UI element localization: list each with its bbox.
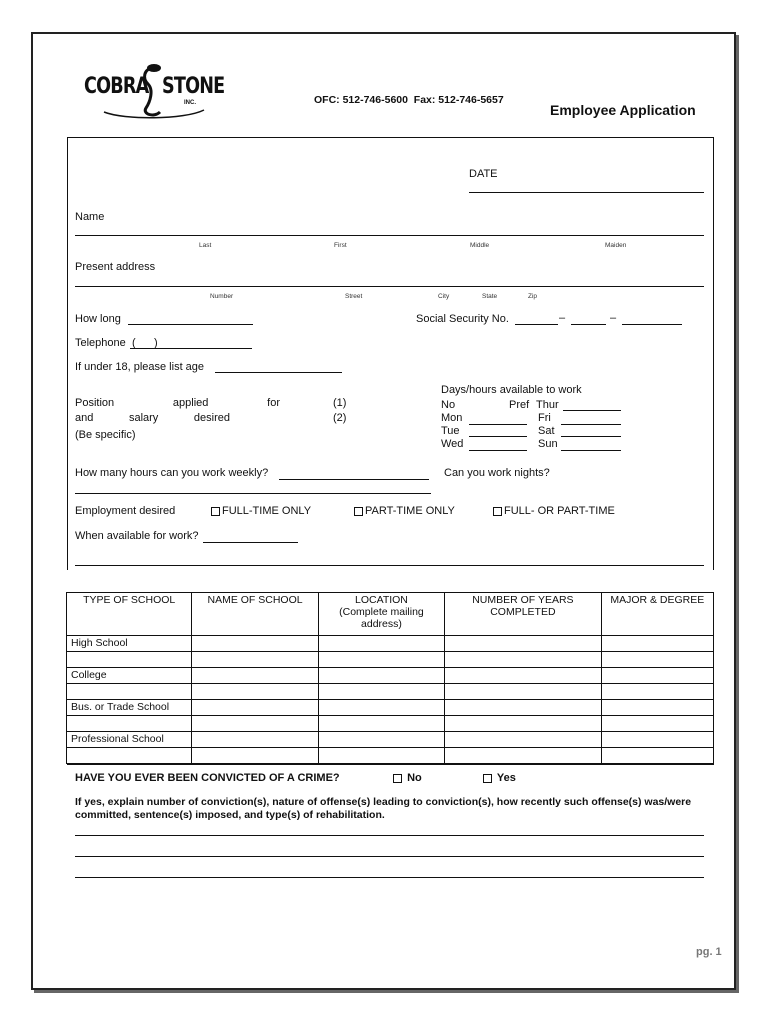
date-label: DATE — [469, 168, 498, 180]
crime-divider — [67, 764, 714, 765]
position-line-3: (Be specific) — [75, 429, 136, 441]
school-type-cell: Professional School — [67, 732, 192, 748]
day-fri-field[interactable] — [561, 424, 621, 425]
addr-sub-number: Number — [210, 293, 234, 300]
school-location-cell[interactable] — [318, 668, 444, 684]
crime-no-label: No — [407, 772, 422, 784]
page-title: Employee Application — [550, 102, 696, 118]
position-line-2 — [75, 412, 230, 424]
date-field[interactable] — [469, 192, 704, 193]
day-thur: Thur — [536, 399, 559, 411]
day-wed-field[interactable] — [469, 450, 527, 451]
ssn-label: Social Security No. — [416, 313, 509, 325]
school-years-cell[interactable] — [445, 700, 601, 716]
name-sub-last: Last — [199, 242, 212, 249]
school-years-cell[interactable] — [445, 716, 601, 732]
school-name-cell[interactable] — [192, 732, 318, 748]
day-tue: Tue — [441, 425, 460, 437]
hours-weekly-label: How many hours can you work weekly? — [75, 467, 269, 479]
table-row[interactable] — [67, 652, 714, 668]
school-name-cell[interactable] — [192, 652, 318, 668]
school-years-cell[interactable] — [445, 684, 601, 700]
col-location-sub: (Complete mailing address) — [339, 606, 424, 630]
employment-label: Employment desired — [75, 505, 176, 517]
table-row[interactable] — [67, 636, 714, 652]
school-type-cell — [67, 748, 192, 764]
school-major-cell[interactable] — [601, 700, 713, 716]
day-sat-field[interactable] — [561, 436, 621, 437]
crime-answer-line-2[interactable] — [75, 856, 704, 857]
col-years-completed: NUMBER OF YEARS COMPLETED — [445, 593, 601, 636]
address-field[interactable] — [75, 286, 704, 287]
day-sun-field[interactable] — [561, 450, 621, 451]
ssn-dash-2: – — [610, 312, 617, 324]
position-choice-1[interactable]: (1) — [333, 397, 347, 409]
ssn-field-2[interactable] — [571, 324, 606, 325]
school-major-cell[interactable] — [601, 684, 713, 700]
emp-option-part-label: PART-TIME ONLY — [365, 505, 455, 517]
telephone-paren: ( ) — [132, 337, 158, 349]
school-major-cell[interactable] — [601, 748, 713, 764]
crime-explain-text: If yes, explain number of conviction(s), nature of offense(s) leading to conviction(s), how recently such offense(s) was/were committed, sentence(s) imposed, and type(s) of rehabilitation. — [75, 796, 692, 821]
school-type-cell: High School — [67, 636, 192, 652]
logo-left-text: COBRA — [84, 74, 149, 99]
school-years-cell[interactable] — [445, 748, 601, 764]
logo-inc-text: INC. — [184, 100, 196, 106]
nights-label: Can you work nights? — [444, 467, 550, 479]
checkbox-crime-yes[interactable] — [483, 774, 492, 783]
ssn-field-1[interactable] — [515, 324, 558, 325]
col-type-of-school: TYPE OF SCHOOL — [67, 593, 192, 636]
ssn-dash-1: – — [559, 312, 566, 324]
school-location-cell[interactable] — [318, 700, 444, 716]
company-logo — [84, 62, 224, 122]
day-mon-field[interactable] — [469, 424, 527, 425]
address-label: Present address — [75, 261, 156, 273]
position-word-1: Position — [75, 397, 115, 409]
school-name-cell[interactable] — [192, 668, 318, 684]
col-major-degree: MAJOR & DEGREE — [601, 593, 713, 636]
school-years-cell[interactable] — [445, 636, 601, 652]
logo-right-text: STONE — [162, 74, 225, 99]
school-years-cell[interactable] — [445, 668, 601, 684]
checkbox-part-time[interactable] — [354, 507, 363, 516]
salary-word-2: salary — [128, 412, 159, 424]
col-location — [318, 593, 444, 636]
day-thur-field[interactable] — [563, 410, 621, 411]
school-major-cell[interactable] — [601, 636, 713, 652]
crime-answer-line-3[interactable] — [75, 877, 704, 878]
emp-option-part[interactable] — [354, 505, 455, 517]
under18-field[interactable] — [215, 372, 342, 373]
school-location-cell[interactable] — [318, 732, 444, 748]
addr-sub-city: City — [438, 293, 450, 300]
position-word-3: for — [267, 397, 280, 409]
school-table — [66, 592, 714, 764]
school-name-cell[interactable] — [192, 684, 318, 700]
col-location-title: LOCATION — [355, 594, 408, 606]
school-major-cell[interactable] — [601, 732, 713, 748]
checkbox-crime-no[interactable] — [393, 774, 402, 783]
addr-sub-state: State — [482, 293, 498, 300]
table-row[interactable] — [67, 732, 714, 748]
school-header-row — [67, 593, 714, 636]
school-location-cell[interactable] — [318, 636, 444, 652]
day-sat: Sat — [538, 425, 555, 437]
table-row[interactable] — [67, 748, 714, 764]
day-wed: Wed — [441, 438, 464, 450]
school-major-cell[interactable] — [601, 652, 713, 668]
table-row[interactable] — [67, 700, 714, 716]
checkbox-full-time[interactable] — [211, 507, 220, 516]
school-major-cell[interactable] — [601, 668, 713, 684]
school-major-cell[interactable] — [601, 716, 713, 732]
day-tue-field[interactable] — [469, 436, 527, 437]
school-type-cell — [67, 652, 192, 668]
days-title: Days/hours available to work — [441, 384, 582, 396]
emp-option-full-label: FULL-TIME ONLY — [222, 505, 312, 517]
school-location-cell[interactable] — [318, 716, 444, 732]
crime-answer-line-1[interactable] — [75, 835, 704, 836]
addr-sub-street: Street — [345, 293, 363, 300]
school-type-cell — [67, 716, 192, 732]
school-years-cell[interactable] — [445, 732, 601, 748]
day-fri: Fri — [538, 412, 551, 424]
col-name-of-school: NAME OF SCHOOL — [192, 593, 318, 636]
salary-word-3: desired — [193, 412, 230, 424]
day-mon: Mon — [441, 412, 463, 424]
position-word-2: applied — [172, 397, 209, 409]
table-row[interactable] — [67, 716, 714, 732]
salary-word-1: and — [75, 412, 94, 424]
school-location-cell[interactable] — [318, 748, 444, 764]
name-field[interactable] — [75, 235, 704, 236]
how-long-field[interactable] — [128, 324, 253, 325]
table-row[interactable] — [67, 668, 714, 684]
day-sun: Sun — [538, 438, 558, 450]
form-box-bottom — [75, 565, 704, 566]
checkbox-full-or-part[interactable] — [493, 507, 502, 516]
position-choice-2[interactable]: (2) — [333, 412, 347, 424]
name-label: Name — [75, 211, 105, 223]
telephone-field[interactable] — [130, 348, 252, 349]
name-sub-first: First — [334, 242, 347, 249]
hours-weekly-field-2[interactable] — [75, 493, 431, 494]
days-no: No — [441, 399, 456, 411]
school-type-cell — [67, 684, 192, 700]
how-long-label: How long — [75, 313, 121, 325]
school-location-cell[interactable] — [318, 652, 444, 668]
emp-option-either[interactable] — [493, 505, 615, 517]
school-name-cell[interactable] — [192, 636, 318, 652]
days-pref: Pref — [509, 399, 530, 411]
page-number: pg. 1 — [696, 946, 722, 958]
addr-sub-zip: Zip — [528, 293, 538, 300]
school-name-cell[interactable] — [192, 716, 318, 732]
school-years-cell[interactable] — [445, 652, 601, 668]
name-sub-middle: Middle — [470, 242, 490, 249]
emp-option-full[interactable] — [211, 505, 311, 517]
hours-weekly-field[interactable] — [279, 479, 429, 480]
school-type-cell: College — [67, 668, 192, 684]
crime-yes-option[interactable] — [483, 772, 516, 784]
crime-yes-label: Yes — [496, 772, 516, 784]
emp-option-either-label: FULL- OR PART-TIME — [504, 505, 615, 517]
school-type-cell: Bus. or Trade School — [67, 700, 192, 716]
school-location-cell[interactable] — [318, 684, 444, 700]
name-sub-maiden: Maiden — [605, 242, 627, 249]
when-available-label: When available for work? — [75, 530, 199, 542]
school-name-cell[interactable] — [192, 700, 318, 716]
position-line-1 — [75, 397, 280, 409]
crime-question: HAVE YOU EVER BEEN CONVICTED OF A CRIME? — [75, 772, 340, 784]
under18-label: If under 18, please list age — [75, 361, 205, 373]
crime-no-option[interactable] — [393, 772, 422, 784]
ssn-field-3[interactable] — [622, 324, 682, 325]
office-phones: OFC: 512-746-5600 Fax: 512-746-5657 — [314, 94, 504, 106]
when-available-field[interactable] — [203, 542, 298, 543]
table-row[interactable] — [67, 684, 714, 700]
school-name-cell[interactable] — [192, 748, 318, 764]
telephone-label: Telephone — [75, 337, 126, 349]
